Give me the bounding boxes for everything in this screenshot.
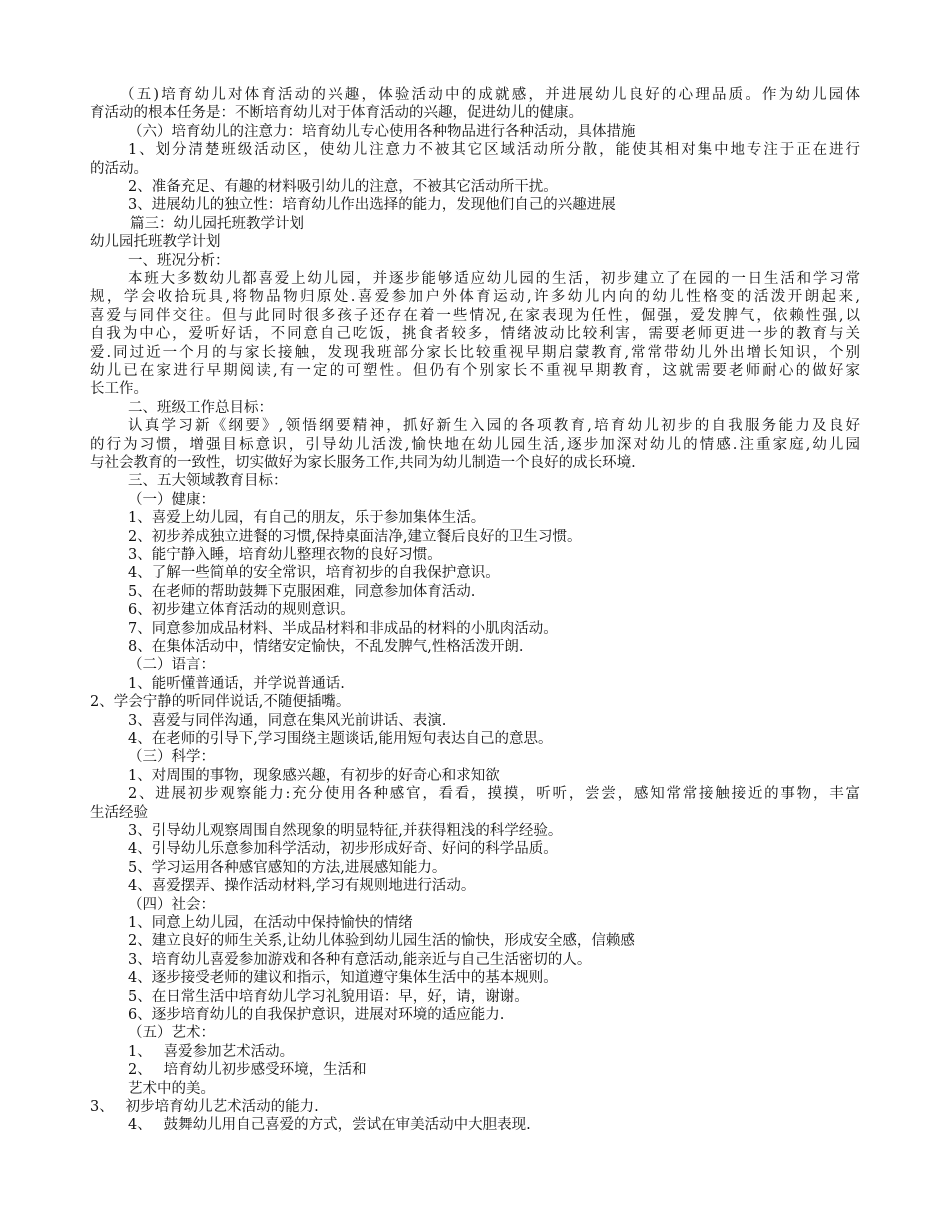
text-line: 8、在集体活动中，情绪安定愉快，不乱发脾气,性格活泼开朗. [128,639,524,655]
text-line: 1、划分清楚班级活动区，使幼儿注意力不被其它区域活动所分散，能使其相对集中地专注于正在进行 [128,142,860,159]
text-line: 三、五大领域教育目标： [128,473,288,490]
text-line: 2、学会宁静的听同伴说话,不随便插嘴。 [90,694,351,711]
text-line: 2、进展初步观察能力:充分使用各种感官，看看，摸摸，听听，尝尝，感知常常接触接近的事物，丰富 [128,786,860,803]
text-line: （六）培育幼儿的注意力：培育幼儿专心使用各种物品进行各种活动，具体措施 [128,123,636,140]
text-line: 幼儿园托班教学计划 [90,234,221,251]
text-line: 7、同意参加成品材料、半成品材料和非成品的材料的小肌肉活动。 [128,620,558,637]
text-line: 育活动的根本任务是：不断培育幼儿对于体育活动的兴趣，促进幼儿的健康。 [90,105,583,122]
text-line: 5、学习运用各种感官感知的方法,进展感知能力。 [128,859,447,876]
text-line: 艺术中的美。 [128,1080,215,1097]
text-line: 2、建立良好的师生关系,让幼儿体验到幼儿园生活的愉快，形成安全感，信赖感 [128,933,635,950]
text-line: 自我为中心，爱听好话，不同意自己吃饭，挑食者较多，情绪波动比较利害，需要老师更进一步的教育与关 [90,326,860,343]
text-line: （五）艺术： [128,1025,215,1042]
text-line: 二、班级工作总目标： [128,399,273,416]
text-line: 3、进展幼儿的独立性：培育幼儿作出选择的能力，发现他们自己的兴趣进展 [128,197,616,214]
text-line: （五)培育幼儿对体育活动的兴趣，体验活动中的成就感，并进展幼儿良好的心理品质。作为幼儿园体 [120,87,860,103]
text-line: 6、初步建立体育活动的规则意识。 [128,602,355,619]
text-line: 4、了解一些简单的安全常识，培育初步的自我保护意识。 [128,565,500,582]
text-line: 认真学习新《纲要》,领悟纲要精神，抓好新生入园的各项教育,培育幼儿初步的自我服务能力及良好 [128,418,860,435]
text-line: 4、 鼓舞幼儿用自己喜爱的方式，尝试在审美活动中大胆表现. [128,1117,531,1134]
text-line: 3、培育幼儿喜爱参加游戏和各种有意活动,能亲近与自己生活密切的人。 [128,951,592,968]
text-line: 2、 培育幼儿初步感受环境，生活和 [128,1062,367,1079]
text-line: 爱.同过近一个月的与家长接触，发现我班部分家长比较重视早期启蒙教育,常常带幼儿外出增长知识，个别 [90,344,860,361]
text-line: 6、逐步培育幼儿的自我保护意识，进展对环境的适应能力. [128,1007,505,1023]
text-line: （四）社会： [128,896,215,913]
text-line: （一）健康： [128,491,215,508]
text-line: 篇三：幼儿园托班教学计划 [130,215,304,232]
text-line: 1、同意上幼儿园，在活动中保持愉快的情绪 [128,915,413,931]
text-line: 1、喜爱上幼儿园，有自己的朋友，乐于参加集体生活。 [128,510,486,527]
text-line: 喜爱与同伴交往。但与此同时很多孩子还存在着一些情况,在家表现为任性，倔强，爱发脾气，依赖性强,以 [90,307,860,324]
text-line: 1、能听懂普通话，并学说普通话. [128,675,345,692]
text-line: 3、 初步培育幼儿艺术活动的能力. [90,1099,319,1115]
text-line: 幼儿已在家进行早期阅读,有一定的可塑性。但仍有个别家长不重视早期教育，这就需要老师耐心的做好家 [90,363,860,379]
text-line: （三）科学： [128,749,215,766]
text-line: 3、能宁静入睡，培育幼儿整理衣物的良好习惯。 [128,547,442,563]
text-line: 一、班况分析： [128,252,230,269]
text-line: 的行为习惯，增强目标意识，引导幼儿活泼,愉快地在幼儿园生活,逐步加深对幼儿的情感.注重家庭,幼儿园 [90,436,860,453]
text-line: 4、在老师的引导下,学习围绕主题谈话,能用短句表达自己的意思。 [128,731,553,747]
text-line: 4、引导幼儿乐意参加科学活动，初步形成好奇、好问的科学品质。 [128,841,558,858]
text-line: 3、喜爱与同伴沟通，同意在集风光前讲话、表演. [128,712,447,729]
text-line: 2、准备充足、有趣的材料吸引幼儿的注意，不被其它活动所干扰。 [128,179,558,195]
text-line: 3、引导幼儿观察周围自然现象的明显特征,并获得粗浅的科学经验。 [128,823,563,839]
text-line: 1、 喜爱参加艺术活动。 [128,1043,295,1060]
text-line: 4、喜爱摆弄、操作活动材料,学习有规则地进行活动。 [128,878,476,895]
text-line: 2、初步养成独立进餐的习惯,保持桌面洁净,建立餐后良好的卫生习惯。 [128,528,582,545]
text-line: 生活经验 [90,804,148,821]
text-line: 1、对周围的事物，现象感兴趣，有初步的好奇心和求知欲 [128,767,500,784]
text-line: 的活动。 [90,160,148,177]
text-line: 长工作。 [90,381,148,398]
text-line: 本班大多数幼儿都喜爱上幼儿园，并逐步能够适应幼儿园的生活，初步建立了在园的一日生活和学习常 [128,271,860,287]
text-line: 5、在老师的帮助鼓舞下克服困难，同意参加体育活动. [128,583,476,600]
text-line: 4、逐步接受老师的建议和指示，知道遵守集体生活中的基本规则。 [128,970,558,987]
text-line: （二）语言： [128,657,215,674]
text-line: 规，学会收拾玩具,将物品物归原处.喜爱参加户外体育运动,许多幼儿内向的幼儿性格变的活泼开朗起来, [90,289,860,306]
text-line: 与社会教育的一致性，切实做好为家长服务工作,共同为幼儿制造一个良好的成长环境. [90,455,636,471]
text-line: 5、在日常生活中培育幼儿学习礼貌用语：早，好，请，谢谢。 [128,988,529,1005]
